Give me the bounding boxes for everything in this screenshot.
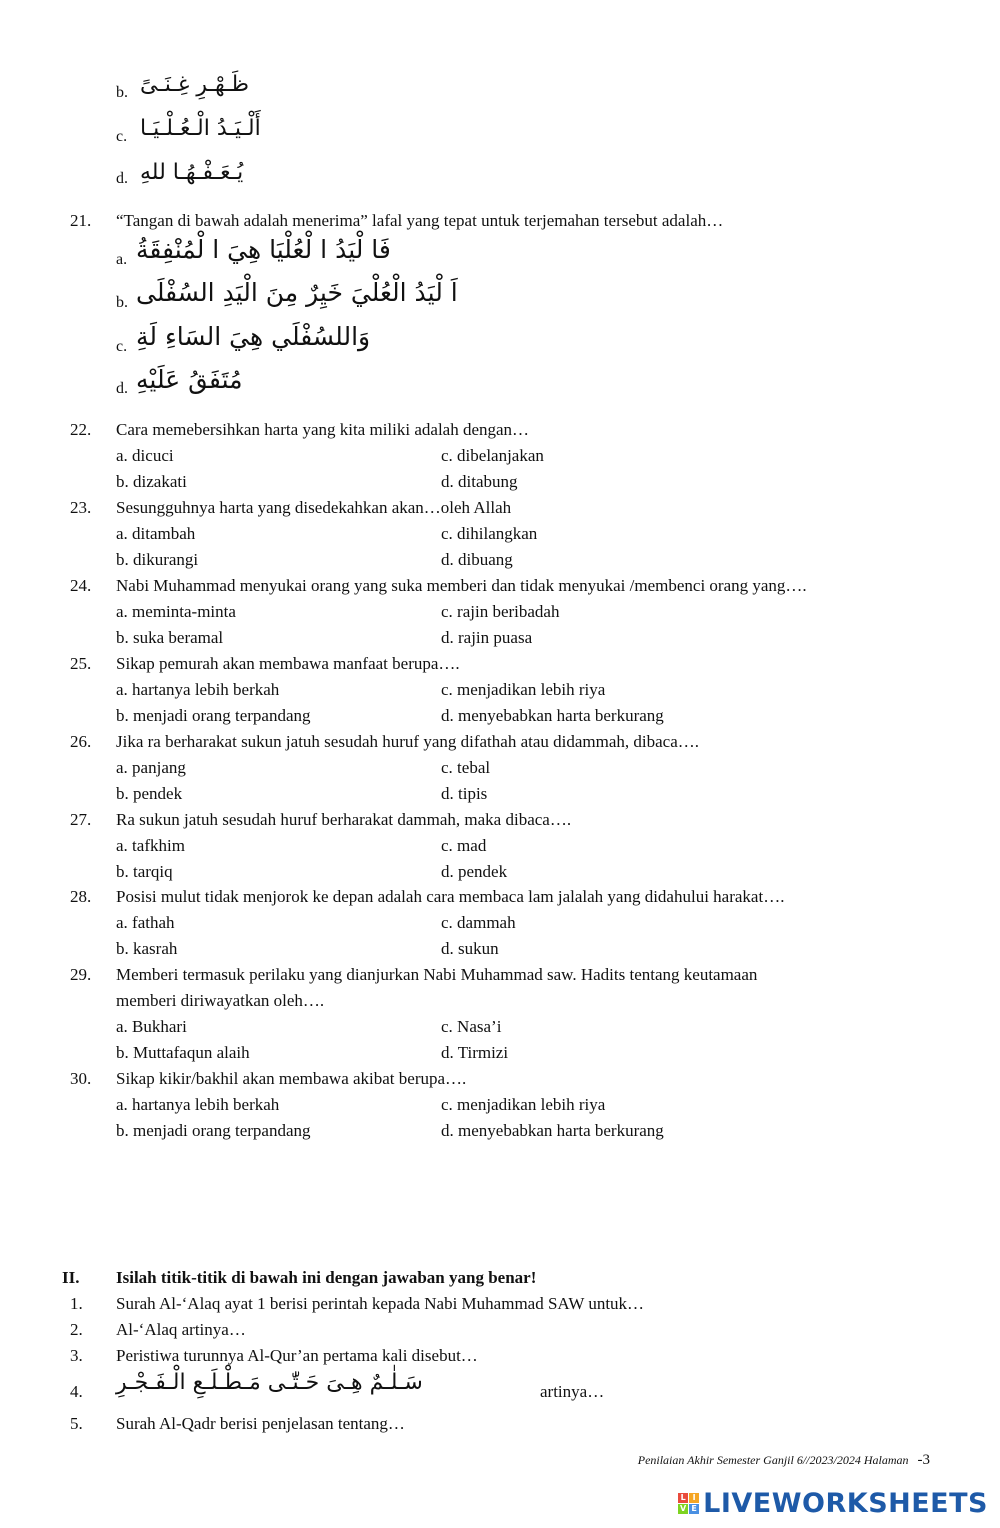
question-text-continued: memberi diriwayatkan oleh…. xyxy=(116,991,325,1010)
option-label: b. xyxy=(116,294,128,311)
option-b: b. Muttafaqun alaih xyxy=(116,1043,250,1062)
question-number: 26. xyxy=(70,732,92,751)
option-d: d. ditabung xyxy=(441,472,518,491)
arabic-text: ظَـهْـرِ غِـنَـىً xyxy=(140,72,250,97)
item-number: 5. xyxy=(70,1414,83,1433)
footer-text: Penilaian Akhir Semester Ganjil 6//2023/2024 Halaman xyxy=(637,1453,909,1467)
option-a: a. meminta-minta xyxy=(116,602,236,621)
section-instruction: Isilah titik-titik di bawah ini dengan jawaban yang benar! xyxy=(116,1268,537,1287)
option-c: c. rajin beribadah xyxy=(441,602,560,621)
option-b: b. tarqiq xyxy=(116,862,173,881)
item-number: 3. xyxy=(70,1346,83,1365)
option-c: c. menjadikan lebih riya xyxy=(441,680,606,699)
option-d: d. dibuang xyxy=(441,550,513,569)
section-number: II. xyxy=(62,1268,80,1287)
question-text: Ra sukun jatuh sesudah huruf berharakat dammah, maka dibaca…. xyxy=(116,810,572,829)
option-label: d. xyxy=(116,170,128,187)
option-b: b. pendek xyxy=(116,784,183,803)
question-number: 24. xyxy=(70,576,92,595)
question-text: Sikap kikir/bakhil akan membawa akibat berupa…. xyxy=(116,1069,467,1088)
option-label: c. xyxy=(116,338,128,355)
option-b: b. suka beramal xyxy=(116,628,224,647)
option-c: c. mad xyxy=(441,836,487,855)
option-a: a. Bukhari xyxy=(116,1017,187,1036)
item-text: Al-‘Alaq artinya… xyxy=(116,1320,246,1339)
item-text: Surah Al-‘Alaq ayat 1 berisi perintah kepada Nabi Muhammad SAW untuk… xyxy=(116,1294,645,1313)
question-number: 27. xyxy=(70,810,92,829)
option-b: b. menjadi orang terpandang xyxy=(116,1121,311,1140)
option-a: a. hartanya lebih berkah xyxy=(116,680,280,699)
option-a: a. fathah xyxy=(116,913,175,932)
page-number: -3 xyxy=(917,1452,930,1468)
option-a: a. hartanya lebih berkah xyxy=(116,1095,280,1114)
option-a: a. panjang xyxy=(116,758,186,777)
option-d: d. menyebabkan harta berkurang xyxy=(441,1121,664,1140)
question-text: Jika ra berharakat sukun jatuh sesudah huruf yang difathah atau didammah, dibaca…. xyxy=(116,732,699,751)
option-a: a. tafkhim xyxy=(116,836,185,855)
option-a: a. ditambah xyxy=(116,524,196,543)
option-c: c. Nasa’i xyxy=(441,1017,502,1036)
question-number: 30. xyxy=(70,1069,92,1088)
question-number: 25. xyxy=(70,654,92,673)
arabic-text: اَ لْيَدُ الْعُلْيَ خَيِرٌ مِنَ الْيَدِ السُفْلَى xyxy=(136,278,458,307)
question-number: 21. xyxy=(70,211,92,230)
arabic-text: مُتَفَقُ عَلَيْهِ xyxy=(136,365,243,394)
option-d: d. sukun xyxy=(441,939,499,958)
question-number: 23. xyxy=(70,498,92,517)
logo-tile: V xyxy=(680,1504,687,1513)
option-d: d. rajin puasa xyxy=(441,628,533,647)
liveworksheets-logo-icon xyxy=(678,1493,699,1514)
item-text: Peristiwa turunnya Al-Qur’an pertama kali disebut… xyxy=(116,1346,478,1365)
option-c: c. dihilangkan xyxy=(441,524,538,543)
option-c: c. tebal xyxy=(441,758,491,777)
page-footer xyxy=(638,1452,930,1469)
option-b: b. kasrah xyxy=(116,939,178,958)
arabic-text: أَلْـيَـدُ الْـعُـلْـيَـا xyxy=(140,116,261,141)
item-text: artinya… xyxy=(540,1382,605,1401)
question-number: 29. xyxy=(70,965,92,984)
logo-tile: I xyxy=(689,1493,699,1503)
option-c: c. dibelanjakan xyxy=(441,446,544,465)
question-number: 22. xyxy=(70,420,92,439)
question-text: Cara memebersihkan harta yang kita miliki adalah dengan… xyxy=(116,420,530,439)
option-b: b. dizakati xyxy=(116,472,187,491)
option-label: d. xyxy=(116,380,128,397)
option-c: c. dammah xyxy=(441,913,516,932)
arabic-text: فَا لْيَدُ ا لْعُلْيَا هِيَ ا لْمُنْفِقَةُ xyxy=(136,235,391,264)
option-a: a. dicuci xyxy=(116,446,174,465)
question-text: Sikap pemurah akan membawa manfaat berupa…. xyxy=(116,654,460,673)
option-d: d. pendek xyxy=(441,862,508,881)
brand-name: LIVEWORKSHEETS xyxy=(703,1488,988,1519)
option-d: d. tipis xyxy=(441,784,488,803)
question-text: Posisi mulut tidak menjorok ke depan adalah cara membaca lam jalalah yang didahului harakat…. xyxy=(116,887,785,906)
item-number: 1. xyxy=(70,1294,83,1313)
option-b: b. dikurangi xyxy=(116,550,199,569)
logo-tile: E xyxy=(689,1504,699,1514)
arabic-text: يُـعَـفْـهُـا للهِ xyxy=(140,160,244,185)
item-text: Surah Al-Qadr berisi penjelasan tentang… xyxy=(116,1414,405,1433)
logo-tile: L xyxy=(678,1493,688,1503)
liveworksheets-brand xyxy=(678,1488,988,1519)
item-number: 2. xyxy=(70,1320,83,1339)
option-b: b. menjadi orang terpandang xyxy=(116,706,311,725)
arabic-text: سَـلٰـمٌ هِـىَ حَـتّٰـى مَـطْـلَـعِ الْـفَـجْـرِ xyxy=(116,1370,423,1395)
question-text: “Tangan di bawah adalah menerima” lafal yang tepat untuk terjemahan tersebut adalah… xyxy=(116,211,724,230)
question-text: Sesungguhnya harta yang disedekahkan akan…oleh Allah xyxy=(116,498,512,517)
question-text: Nabi Muhammad menyukai orang yang suka memberi dan tidak menyukai /membenci orang yang…. xyxy=(116,576,807,595)
option-label: c. xyxy=(116,128,128,145)
arabic-text: وَاللسُفْلَي هِيَ السَاءِ لَةِ xyxy=(136,322,371,351)
question-text: Memberi termasuk perilaku yang dianjurkan Nabi Muhammad saw. Hadits tentang keutamaan xyxy=(116,965,758,984)
option-label: a. xyxy=(116,251,128,268)
option-d: d. Tirmizi xyxy=(441,1043,509,1062)
question-number: 28. xyxy=(70,887,92,906)
option-label: b. xyxy=(116,84,128,101)
item-number: 4. xyxy=(70,1382,83,1401)
option-d: d. menyebabkan harta berkurang xyxy=(441,706,664,725)
option-c: c. menjadikan lebih riya xyxy=(441,1095,606,1114)
